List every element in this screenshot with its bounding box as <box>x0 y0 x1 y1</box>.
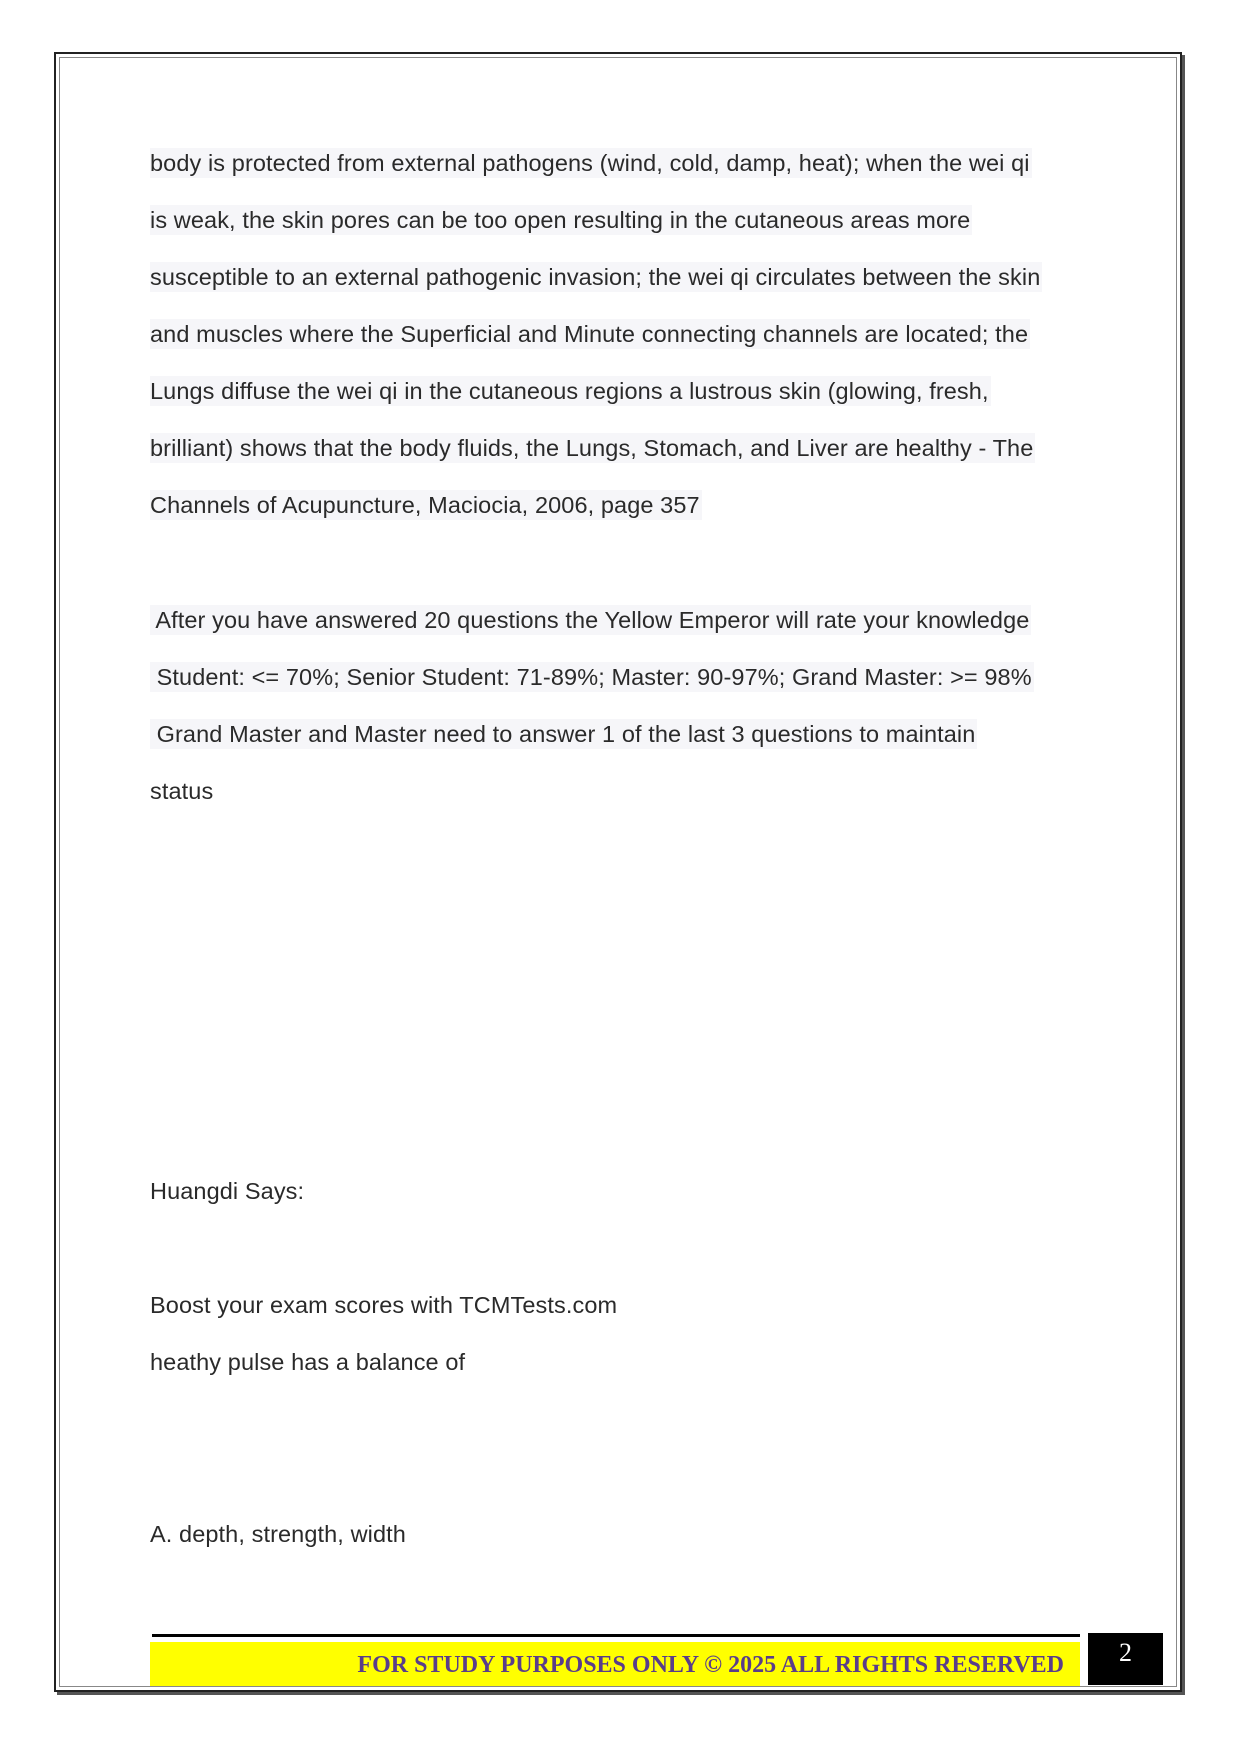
body-line-3-text: susceptible to an external pathogenic invasion; the wei qi circulates between the skin <box>150 264 1041 290</box>
rating-line-3 <box>150 719 977 749</box>
footer-band <box>150 1642 1080 1686</box>
body-line-5-text: Lungs diffuse the wei qi in the cutaneous regions a lustrous skin (glowing, fresh, <box>150 378 989 404</box>
rating-line-4-text: status <box>150 778 214 804</box>
body-line-1-text: body is protected from external pathogens (wind, cold, damp, heat); when the wei qi <box>150 150 1030 176</box>
rating-line-3-text: Grand Master and Master need to answer 1 of the last 3 questions to maintain <box>150 721 976 747</box>
body-line-7 <box>150 490 702 520</box>
body-line-3 <box>150 262 1042 292</box>
question-prompt: heathy pulse has a balance of <box>150 1349 466 1375</box>
rating-line-2-text: Student: <= 70%; Senior Student: 71-89%; Master: 90-97%; Grand Master: >= 98% <box>150 664 1032 690</box>
body-line-2-text: is weak, the skin pores can be too open resulting in the cutaneous areas more <box>150 207 971 233</box>
speaker-label: Huangdi Says: <box>150 1178 305 1204</box>
footer-notice: FOR STUDY PURPOSES ONLY © 2025 ALL RIGHTS RESERVED <box>357 1652 1064 1678</box>
rating-line-1-text: After you have answered 20 questions the Yellow Emperor will rate your knowledge <box>150 607 1030 633</box>
rating-line-4 <box>150 776 213 806</box>
body-line-2 <box>150 205 972 235</box>
rating-line-2 <box>150 662 1034 692</box>
body-line-6-text: brilliant) shows that the body fluids, the Lungs, Stomach, and Liver are healthy - The <box>150 435 1034 461</box>
page-number: 2 <box>1088 1633 1163 1685</box>
body-line-4 <box>150 319 1030 349</box>
body-line-5 <box>150 376 991 406</box>
body-line-6 <box>150 433 1035 463</box>
page-border-inner <box>59 57 1177 1687</box>
promo-text: Boost your exam scores with TCMTests.com <box>150 1292 618 1318</box>
rating-line-1 <box>150 605 1031 635</box>
footer-rule <box>152 1634 1080 1637</box>
body-line-7-text: Channels of Acupuncture, Maciocia, 2006, page 357 <box>150 492 700 518</box>
page-border <box>54 52 1182 1692</box>
body-line-4-text: and muscles where the Superficial and Minute connecting channels are located; the <box>150 321 1029 347</box>
body-line-1 <box>150 148 1032 178</box>
answer-option-a[interactable]: A. depth, strength, width <box>150 1521 406 1547</box>
